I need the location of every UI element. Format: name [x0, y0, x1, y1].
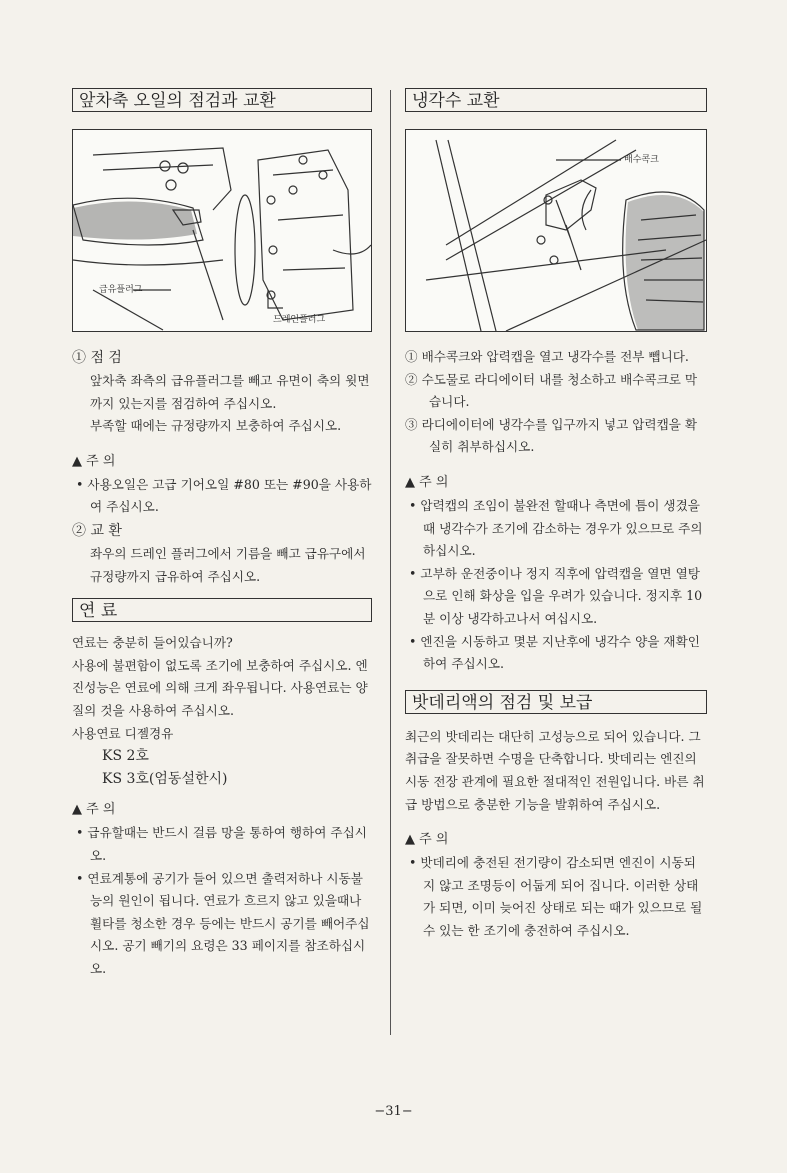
caution-heading-1: ▲ 주 의	[72, 453, 116, 469]
caution-heading-2: ▲ 주 의	[72, 802, 116, 818]
check-paragraph-2: 부족할 때에는 규정량까지 보충하여 주십시오.	[90, 418, 342, 434]
caution-1-bullet-1: • 사용오일은 고급 기어오일 #80 또는 #90을 사용하여 주십시오.	[76, 476, 372, 515]
fuel-paragraph-1: 연료는 충분히 들어있습니까?	[72, 635, 233, 651]
caution-3-bullet-3: • 엔진을 시동하고 몇분 지난후에 냉각수 양을 재확인 하여 주십시오.	[409, 633, 700, 672]
front-axle-illustration	[73, 130, 371, 331]
fuel-ks3: KS 3호(엄동설한시)	[102, 770, 228, 787]
caution-4-bullet-1: • 밧데리에 충전된 전기량이 감소되면 엔진이 시동되지 않고 조명등이 어둡게 되어 집니다. 이러한 상태가 되면, 이미 늦어진 상태로 되는 때가 있으므로 될 수 있는 한 조기에 충전하여 주십시오.	[409, 855, 703, 938]
figure-front-axle	[72, 129, 372, 332]
replace-heading: ② 교 환	[72, 522, 122, 539]
caution-2-bullet-2: • 연료계통에 공기가 들어 있으면 출력저하나 시동불능의 원인이 됩니다. 연료가 흐르지 않고 있을때나 휠타를 청소한 경우 등에는 반드시 공기를 빼어주십시오. 공기 빼기의 요령은 33 페이지를 참조하십시오.	[76, 870, 370, 976]
page-number: −31−	[374, 1104, 413, 1119]
coolant-step-2: ② 수도물로 라디에이터 내를 청소하고 배수콕크로 막습니다.	[405, 371, 698, 410]
section-title-front-axle-oil: 앞차축 오일의 점검과 교환	[72, 88, 372, 112]
fig2-label-drain-cock: 배수콕크	[624, 155, 659, 165]
coolant-illustration	[406, 130, 706, 331]
battery-paragraph: 최근의 밧데리는 대단히 고성능으로 되어 있습니다. 그 취급을 잘못하면 수명을 단축합니다. 밧데리는 엔진의 시동 전장 관계에 필요한 절대적인 전원입니다. 바른 취급 방법으로 충분한 기능을 발휘하여 주십시오.	[405, 728, 705, 812]
coolant-step-3: ③ 라디에이터에 냉각수를 입구까지 넣고 압력캡을 확실히 취부하십시오.	[405, 416, 698, 455]
section-title-coolant: 냉각수 교환	[405, 88, 707, 112]
right-column	[405, 88, 707, 942]
caution-3-bullet-2: • 고부하 운전중이나 정지 직후에 압력캡을 열면 열탕으로 인해 화상을 입을 우려가 있습니다. 정지후 10분 이상 냉각하고나서 여십시오.	[409, 565, 703, 626]
replace-paragraph: 좌우의 드레인 플러그에서 기름을 빼고 급유구에서 규정량까지 급유하여 주십시오.	[90, 545, 366, 584]
section-title-battery: 밧데리액의 점검 및 보급	[405, 690, 707, 714]
fuel-ks2: KS 2호	[102, 748, 149, 765]
caution-2-bullet-1: • 급유할때는 반드시 걸름 망을 통하여 행하여 주십시오.	[76, 825, 367, 863]
fig1-label-fill-plug: 급유플러그	[99, 285, 143, 295]
coolant-step-1: ① 배수콕크와 압력캡을 열고 냉각수를 전부 뺍니다.	[405, 349, 689, 364]
left-column	[72, 88, 372, 980]
fuel-paragraph-3: 사용연료 디젤경유	[72, 725, 174, 741]
check-paragraph-1: 앞차축 좌측의 급유플러그를 빼고 유면이 축의 윗면까지 있는지를 점검하여 주십시오.	[90, 373, 370, 411]
fuel-paragraph-2: 사용에 불편함이 없도록 조기에 보충하여 주십시오. 엔진성능은 연료에 의해 크게 좌우됩니다. 사용연료는 양질의 것을 사용하여 주십시오.	[72, 657, 368, 718]
fig1-label-drain-plug: 드레인플러그	[273, 315, 326, 325]
caution-3-bullet-1: • 압력캡의 조임이 불완전 할때나 측면에 틈이 생겼을 때 냉각수가 조기에 감소하는 경우가 있으므로 주의 하십시오.	[409, 497, 703, 559]
caution-heading-3: ▲ 주 의	[405, 474, 449, 490]
column-divider	[390, 90, 391, 1035]
section-title-fuel: 연 료	[72, 598, 372, 622]
caution-heading-4: ▲ 주 의	[405, 832, 449, 848]
check-heading: ① 점 검	[72, 350, 122, 366]
figure-coolant	[405, 129, 707, 332]
